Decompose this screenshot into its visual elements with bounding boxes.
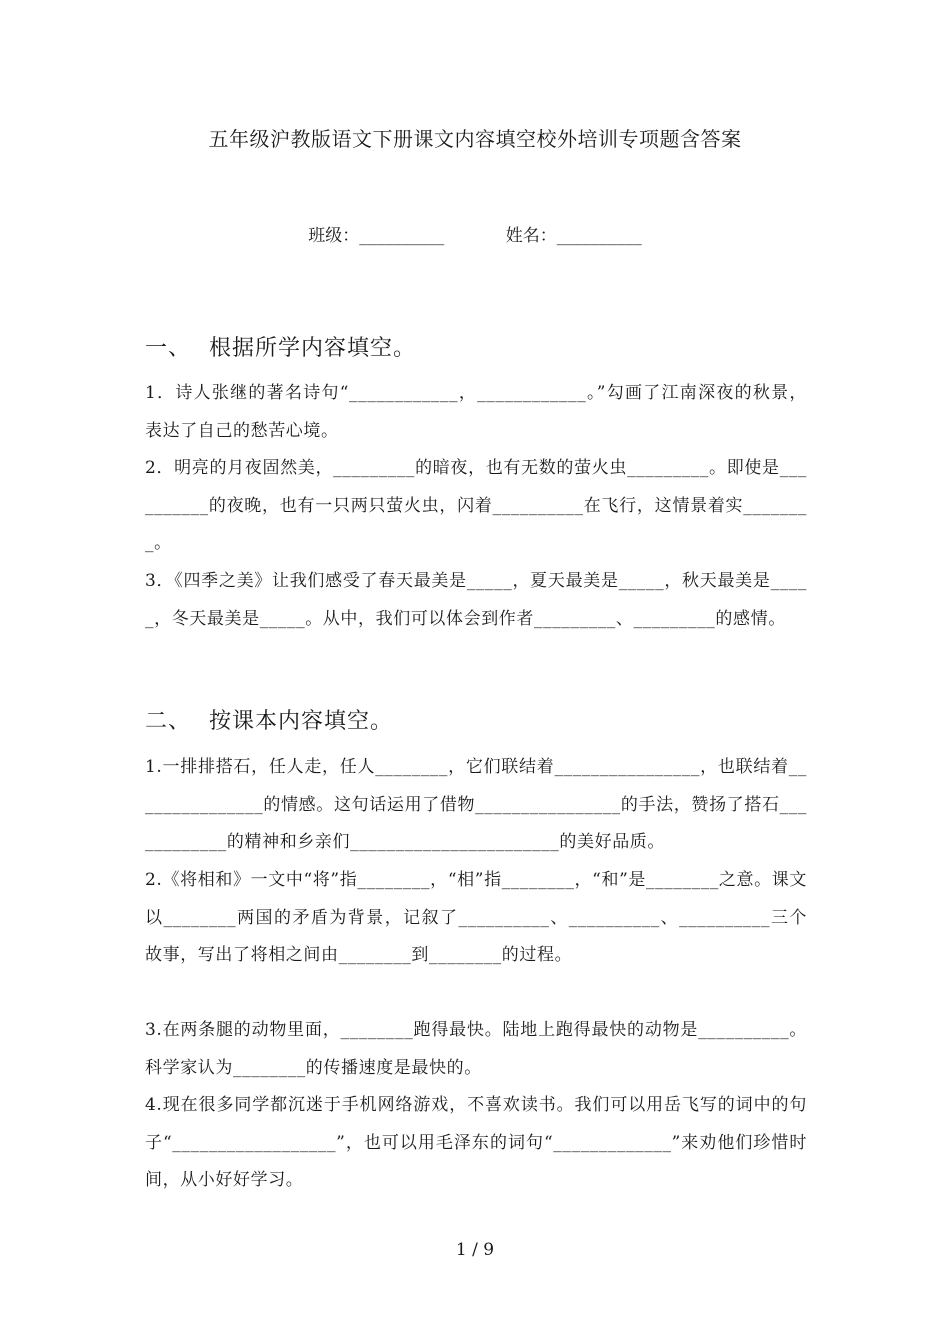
section-2-heading bbox=[145, 704, 393, 735]
page-number: 1 / 9 bbox=[455, 1240, 495, 1260]
question-2-1: 1.一排排搭石，任人走，任人________，它们联结着________________，也联结着_______________的情感。这句话运用了借物________________的手法，赞扬了搭石____________的精神和乡亲们_______________________的美好品质。 bbox=[145, 757, 807, 852]
section-1-number: 一、 bbox=[145, 336, 192, 361]
document-title: 五年级沪教版语文下册课文内容填空校外培训专项题含答案 bbox=[208, 127, 742, 151]
question-1-3: 3．《四季之美》让我们感受了春天最美是_____，夏天最美是_____，秋天最美是_____，冬天最美是_____。从中，我们可以体会到作者_________、_________的感情。 bbox=[145, 571, 807, 629]
student-info-row bbox=[0, 221, 950, 246]
class-field: 班级：__________ bbox=[308, 226, 445, 246]
section-2-title: 按课本内容填空。 bbox=[209, 709, 394, 734]
section-1-title: 根据所学内容填空。 bbox=[209, 336, 417, 361]
question-2-3: 3.在两条腿的动物里面，________跑得最快。陆地上跑得最快的动物是__________。科学家认为________的传播速度是最快的。 bbox=[145, 1020, 807, 1078]
question-1-2: 2．明亮的月夜固然美，_________的暗夜，也有无数的萤火虫_________。即使是__________的夜晚，也有一只两只萤火虫，闪着__________在飞行，这情景着实________。 bbox=[145, 458, 807, 553]
section-1-heading bbox=[145, 331, 416, 362]
question-2-4: 4.现在很多同学都沉迷于手机网络游戏，不喜欢读书。我们可以用岳飞写的词中的句子“__________________”，也可以用毛泽东的词句“_____________”来劝他们珍惜时间，从小好好学习。 bbox=[145, 1095, 807, 1190]
question-1-1: 1．诗人张继的著名诗句“____________，____________。”勾画了江南深夜的秋景，表达了自己的愁苦心境。 bbox=[145, 383, 807, 441]
question-2-2: 2.《将相和》一文中“将”指________，“相”指________，“和”是________之意。课文以________两国的矛盾为背景，记叙了__________、__________、__________三个故事，写出了将相之间由________到________的过程。 bbox=[145, 870, 807, 965]
section-2-number: 二、 bbox=[145, 709, 192, 734]
name-field: 姓名：__________ bbox=[505, 226, 642, 246]
